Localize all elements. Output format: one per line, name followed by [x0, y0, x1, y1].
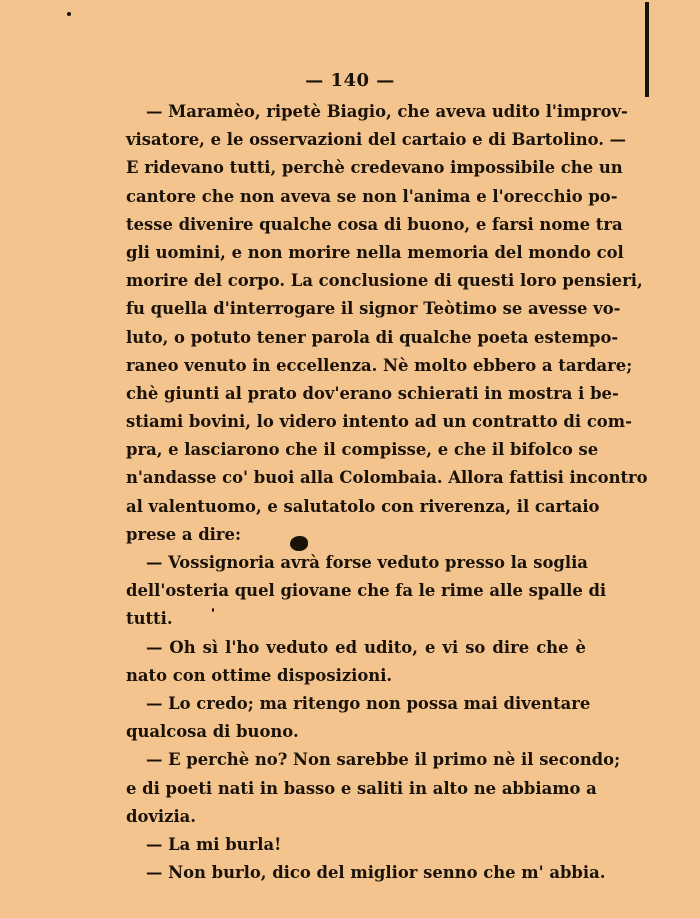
text-line: — Vossignoria avrà forse veduto presso la soglia	[146, 553, 588, 572]
text-line: fu quella d'interrogare il signor Teòtimo se avesse vo-	[126, 299, 621, 319]
text-line: visatore, e le osservazioni del cartaio e di Bartolino. —	[126, 130, 627, 150]
text-line: — Non burlo, dico del miglior senno che m' abbia.	[146, 863, 606, 883]
text-line: luto, o potuto tener parola di qualche poeta estempo-	[126, 327, 619, 347]
text-line: tutti.	[126, 609, 173, 629]
text-line: — Oh sì l'ho veduto ed udito, e vi so dire che è	[146, 637, 586, 657]
text-line: morire del corpo. La conclusione di questi loro pensieri,	[126, 271, 643, 291]
text-line: dovizia.	[126, 806, 197, 826]
text-line: stiami bovini, lo videro intento ad un contratto di com-	[126, 412, 632, 432]
text-line: dell'osteria quel giovane che fa le rime alle spalle di	[126, 581, 607, 601]
text-line: cantore che non aveva se non l'anima e l'orecchio po-	[126, 186, 618, 206]
text-line: gli uomini, e non morire nella memoria del mondo col	[126, 242, 624, 262]
text-line: pra, e lasciarono che il compisse, e che il bifolco se	[126, 440, 599, 460]
text-line: — Maramèo, ripetè Biagio, che aveva udito l'improv-	[146, 102, 628, 121]
page-number: — 140 —	[305, 70, 395, 91]
text-line: n'andasse co' buoi alla Colombaia. Allora fattisi incontro	[126, 468, 648, 488]
text-line: raneo venuto in eccellenza. Nè molto ebbero a tardare;	[126, 355, 633, 375]
text-line: — E perchè no? Non sarebbe il primo nè il secondo;	[146, 750, 621, 770]
text-line: tesse divenire qualche cosa di buono, e farsi nome tra	[126, 214, 623, 234]
text-line: nato con ottime disposizioni.	[126, 665, 393, 685]
ink-speck	[67, 12, 71, 16]
text-line: chè giunti al prato dov'erano schierati in mostra i be-	[126, 383, 619, 403]
text-line: al valentuomo, e salutatolo con riverenza, il cartaio	[126, 496, 600, 516]
text-line: E ridevano tutti, perchè credevano impossibile che un	[126, 158, 623, 178]
text-line: — La mi burla!	[146, 834, 282, 854]
body-text	[126, 98, 648, 887]
text-line: e di poeti nati in basso e saliti in alto ne abbiamo a	[126, 778, 597, 798]
text-line: prese a dire:	[126, 524, 242, 544]
text-line: — Lo credo; ma ritengo non possa mai diventare	[146, 693, 591, 713]
text-line: qualcosa di buono.	[126, 722, 299, 742]
